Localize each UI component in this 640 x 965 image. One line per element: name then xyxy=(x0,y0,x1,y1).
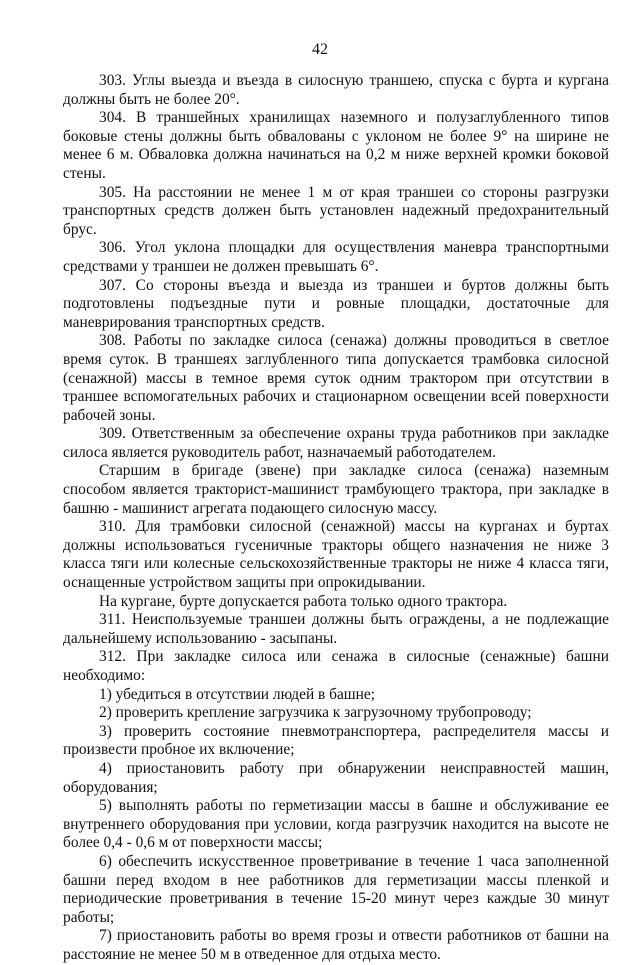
paragraph-303: 303. Углы выезда и въезда в силосную траншею, спуска с бурта и кургана должны быть не более 20°. xyxy=(63,72,609,108)
page-number: 42 xyxy=(312,41,328,58)
paragraph-309: 309. Ответственным за обеспечение охраны труда работников при закладке силоса является руководитель работ, назначаемый работодателем. xyxy=(63,425,609,461)
list-item-6: 6) обеспечить искусственное проветривание в течение 1 часа заполненной башни перед входом в нее работников для герметизации массы пленкой и периодические проветривания в течение 15-20 минут через каждые 30 минут работы; xyxy=(63,852,609,926)
paragraph-307: 307. Со стороны въезда и выезда из траншеи и буртов должны быть подготовлены подъездные пути и ровные площадки, достаточные для маневрирования транспортных средств. xyxy=(63,276,609,331)
paragraph-308: 308. Работы по закладке силоса (сенажа) должны проводиться в светлое время суток. В траншеях заглубленного типа допускается трамбовка силосной (сенажной) массы в темное время суток одним трактором при отсутствии в траншее вспомогательных рабочих и стационарном освещении всей поверхности рабочей зоны. xyxy=(63,332,609,424)
paragraph-306: 306. Угол уклона площадки для осуществления маневра транспортными средствами у траншеи не должен превышать 6°. xyxy=(63,239,609,275)
document-body xyxy=(63,72,609,965)
list-item-5: 5) выполнять работы по герметизации массы в башне и обслуживание ее внутреннего оборудования при условии, когда разгрузчик находится на высоте не более 0,4 - 0,6 м от поверхности массы; xyxy=(63,797,609,852)
paragraph-305: 305. На расстоянии не менее 1 м от края траншеи со стороны разгрузки транспортных средств должен быть установлен надежный предохранительный брус. xyxy=(63,183,609,238)
list-item-1: 1) убедиться в отсутствии людей в башне; xyxy=(99,685,376,703)
paragraph-311: 311. Неиспользуемые траншеи должны быть ограждены, а не подлежащие дальнейшему использованию - засыпаны. xyxy=(63,611,609,647)
list-item-7: 7) приостановить работы во время грозы и отвести работников от башни на расстояние не менее 50 м в отведенное для отдыха место. xyxy=(63,927,609,963)
paragraph-312: 312. При закладке силоса или сенажа в силосные (сенажные) башни необходимо: xyxy=(63,648,609,684)
list-item-4: 4) приостановить работу при обнаружении неисправностей машин, оборудования; xyxy=(63,759,609,796)
paragraph-310-single-tractor: На кургане, бурте допускается работа только одного трактора. xyxy=(99,592,508,610)
list-item-3: 3) проверить состояние пневмотранспортера, распределителя массы и произвести пробное их включение; xyxy=(63,722,609,759)
list-item-2: 2) проверить крепление загрузчика к загрузочному трубопроводу; xyxy=(99,704,532,722)
paragraph-310: 310. Для трамбовки силосной (сенажной) массы на курганах и буртах должны использоваться гусеничные тракторы общего назначения не ниже 3 класса тяги или колесные сельскохозяйственные тракторы не ниже 4 класса тяги, оснащенные устройством защиты при опрокидывании. xyxy=(63,518,609,592)
paragraph-309-senior: Старшим в бригаде (звене) при закладке силоса (сенажа) наземным способом является тракторист-машинист трамбующего трактора, при закладке в башню - машинист агрегата подающего силосную массу. xyxy=(63,462,609,517)
paragraph-304: 304. В траншейных хранилищах наземного и полузаглубленного типов боковые стены должны быть обвалованы с уклоном не более 9° на ширине не менее 6 м. Обваловка должна начинаться на 0,2 м ниже верхней кромки боковой стены. xyxy=(63,109,609,182)
